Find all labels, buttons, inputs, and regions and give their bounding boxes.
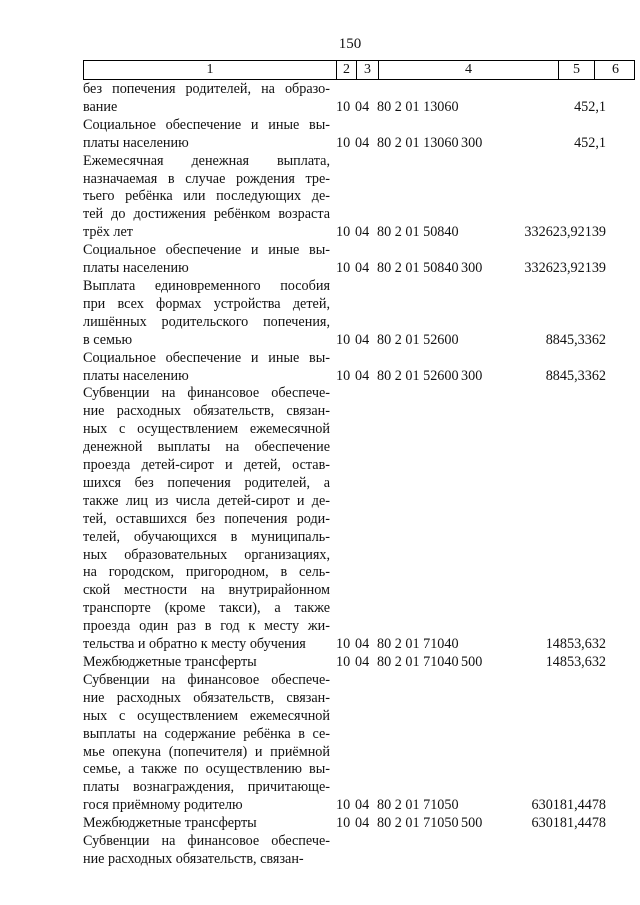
row-name-line: телей, обучающихся в муниципаль- bbox=[83, 528, 330, 545]
expense-type-code: 300 bbox=[461, 260, 483, 277]
section-code: 10 bbox=[336, 815, 351, 832]
row-name-line: Ежемесячная денежная выплата, bbox=[83, 152, 330, 169]
row-codes bbox=[336, 260, 501, 278]
row-codes bbox=[336, 332, 501, 350]
section-code: 10 bbox=[336, 636, 351, 653]
row-name-line: Социальное обеспечение и иные вы- bbox=[83, 242, 330, 259]
row-name-line: транспорте (кроме такси), а также bbox=[83, 600, 330, 617]
row-codes bbox=[336, 851, 501, 869]
target-article-code: 80 2 01 71050 bbox=[377, 815, 459, 832]
row-amount: 452,1 bbox=[574, 98, 606, 115]
row-name bbox=[83, 654, 330, 672]
row-amount: 8845,3362 bbox=[545, 331, 606, 348]
row-name-line: шихся без попечения родителей, а bbox=[83, 474, 330, 491]
header-col-1: 1 bbox=[206, 62, 214, 77]
table-row bbox=[83, 672, 640, 815]
row-name bbox=[83, 278, 330, 350]
section-code: 10 bbox=[336, 224, 351, 241]
row-codes bbox=[336, 636, 501, 654]
row-name-line: тельства и обратно к месту обучения bbox=[83, 636, 306, 653]
row-codes bbox=[336, 368, 501, 386]
row-name-line: в семью bbox=[83, 331, 133, 348]
table-row bbox=[83, 278, 640, 350]
row-codes bbox=[336, 797, 501, 815]
row-name-line: Выплата единовременного пособия bbox=[83, 277, 330, 294]
row-name bbox=[83, 385, 330, 654]
target-article-code: 80 2 01 50840 bbox=[377, 260, 459, 277]
subsection-code: 04 bbox=[355, 260, 370, 277]
table-row bbox=[83, 81, 640, 117]
subsection-code: 04 bbox=[355, 815, 370, 832]
target-article-code: 80 2 01 71040 bbox=[377, 654, 459, 670]
table-header bbox=[83, 60, 635, 80]
target-article-code: 80 2 01 52600 bbox=[377, 331, 459, 348]
row-name-line: трёх лет bbox=[83, 224, 133, 241]
header-col-2: 2 bbox=[336, 61, 356, 79]
subsection-code: 04 bbox=[355, 98, 370, 115]
subsection-code: 04 bbox=[355, 367, 370, 384]
target-article-code: 80 2 01 13060 bbox=[377, 134, 459, 151]
row-name-line: ние расходных обязательств, связан- bbox=[83, 850, 304, 867]
table-row bbox=[83, 153, 640, 243]
row-name bbox=[83, 117, 330, 153]
subsection-code: 04 bbox=[355, 797, 370, 814]
row-name-line: мье опекуна (попечителя) и приёмной bbox=[83, 743, 330, 760]
row-name-line: ние расходных обязательств, связан- bbox=[83, 403, 330, 420]
header-col-5: 5 bbox=[558, 61, 594, 79]
row-name-line: назначаемая в случае рождения тре- bbox=[83, 170, 330, 187]
row-name-line: Субвенции на финансовое обеспече- bbox=[83, 671, 330, 688]
table-row bbox=[83, 117, 640, 153]
section-code: 10 bbox=[336, 98, 351, 115]
row-name-line: платы вознаграждения, причитающе- bbox=[83, 779, 330, 796]
subsection-code: 04 bbox=[355, 636, 370, 653]
header-col-4: 4 bbox=[378, 61, 558, 79]
row-name-line: Межбюджетные трансферты bbox=[83, 654, 257, 670]
row-name-line: Субвенции на финансовое обеспече- bbox=[83, 385, 330, 402]
expense-type-code: 300 bbox=[461, 134, 483, 151]
row-name bbox=[83, 833, 330, 869]
row-amount: 8845,3362 bbox=[545, 367, 606, 384]
row-name-line: семье, а также по осуществлению вы- bbox=[83, 761, 330, 778]
table-row bbox=[83, 815, 640, 833]
target-article-code: 80 2 01 52600 bbox=[377, 367, 459, 384]
row-name-line: Социальное обеспечение и иные вы- bbox=[83, 349, 330, 366]
row-name-line: ных образовательных организациях, bbox=[83, 546, 330, 563]
table-body bbox=[83, 81, 640, 869]
row-name-line: платы населению bbox=[83, 134, 189, 151]
row-name bbox=[83, 672, 330, 815]
row-codes bbox=[336, 224, 501, 242]
subsection-code: 04 bbox=[355, 654, 370, 670]
section-code: 10 bbox=[336, 260, 351, 277]
row-name-line: тей до достижения ребёнком возраста bbox=[83, 206, 330, 223]
target-article-code: 80 2 01 13060 bbox=[377, 98, 459, 115]
row-name-line: тьего ребёнка или последующих де- bbox=[83, 188, 330, 205]
row-name-line: также лиц из числа детей-сирот и де- bbox=[83, 492, 330, 509]
section-code: 10 bbox=[336, 654, 351, 670]
table-row bbox=[83, 385, 640, 654]
row-name-line: выплаты на содержание ребёнка в се- bbox=[83, 725, 330, 742]
row-name bbox=[83, 350, 330, 386]
row-name-line: вание bbox=[83, 98, 118, 115]
row-amount: 14853,632 bbox=[545, 636, 606, 653]
row-name-line: денежной выплаты на обеспечение bbox=[83, 439, 330, 456]
row-name bbox=[83, 242, 330, 278]
section-code: 10 bbox=[336, 331, 351, 348]
row-name-line: ных с осуществлением ежемесячной bbox=[83, 421, 330, 438]
target-article-code: 80 2 01 71040 bbox=[377, 636, 459, 653]
row-name-line: без попечения родителей, на образо- bbox=[83, 81, 330, 97]
row-name-line: Межбюджетные трансферты bbox=[83, 815, 257, 832]
target-article-code: 80 2 01 50840 bbox=[377, 224, 459, 241]
row-name-line: Социальное обеспечение и иные вы- bbox=[83, 116, 330, 133]
row-amount: 14853,632 bbox=[545, 654, 606, 670]
row-name-line: платы населению bbox=[83, 367, 189, 384]
row-codes bbox=[336, 99, 501, 117]
expense-type-code: 500 bbox=[461, 815, 483, 832]
row-name-line: при всех формах устройства детей, bbox=[83, 295, 330, 312]
row-name-line: ных с осуществлением ежемесячной bbox=[83, 707, 330, 724]
row-name-line: на городском, пригородном, в сель- bbox=[83, 564, 330, 581]
row-name bbox=[83, 81, 330, 117]
row-codes bbox=[336, 815, 501, 833]
subsection-code: 04 bbox=[355, 331, 370, 348]
row-name bbox=[83, 815, 330, 833]
row-amount: 630181,4478 bbox=[531, 815, 606, 832]
section-code: 10 bbox=[336, 367, 351, 384]
row-name-line: проезда один раз в год к месту жи- bbox=[83, 618, 330, 635]
target-article-code: 80 2 01 71050 bbox=[377, 797, 459, 814]
row-amount: 332623,92139 bbox=[524, 224, 606, 241]
row-name-line: ние расходных обязательств, связан- bbox=[83, 689, 330, 706]
row-name-line: тей, оставшихся без попечения роди- bbox=[83, 510, 330, 527]
row-codes bbox=[336, 135, 501, 153]
header-col-6: 6 bbox=[594, 61, 636, 79]
row-name-line: гося приёмному родителю bbox=[83, 797, 243, 814]
table-row bbox=[83, 833, 640, 869]
row-name-line: ской местности на внутрирайонном bbox=[83, 582, 330, 599]
row-codes bbox=[336, 654, 501, 672]
row-name-line: платы населению bbox=[83, 260, 189, 277]
subsection-code: 04 bbox=[355, 224, 370, 241]
section-code: 10 bbox=[336, 797, 351, 814]
page-number: 150 bbox=[338, 36, 362, 52]
table-row bbox=[83, 350, 640, 386]
expense-type-code: 300 bbox=[461, 367, 483, 384]
table-row bbox=[83, 654, 640, 672]
header-col-3: 3 bbox=[356, 61, 378, 79]
row-name-line: проезда детей-сирот и детей, остав- bbox=[83, 457, 330, 474]
row-name bbox=[83, 153, 330, 243]
table-row bbox=[83, 242, 640, 278]
row-amount: 332623,92139 bbox=[524, 260, 606, 277]
subsection-code: 04 bbox=[355, 134, 370, 151]
section-code: 10 bbox=[336, 134, 351, 151]
row-amount: 630181,4478 bbox=[531, 797, 606, 814]
row-amount: 452,1 bbox=[574, 134, 606, 151]
row-name-line: лишённых родительского попечения, bbox=[83, 313, 330, 330]
expense-type-code: 500 bbox=[461, 654, 483, 670]
row-name-line: Субвенции на финансовое обеспече- bbox=[83, 833, 330, 850]
